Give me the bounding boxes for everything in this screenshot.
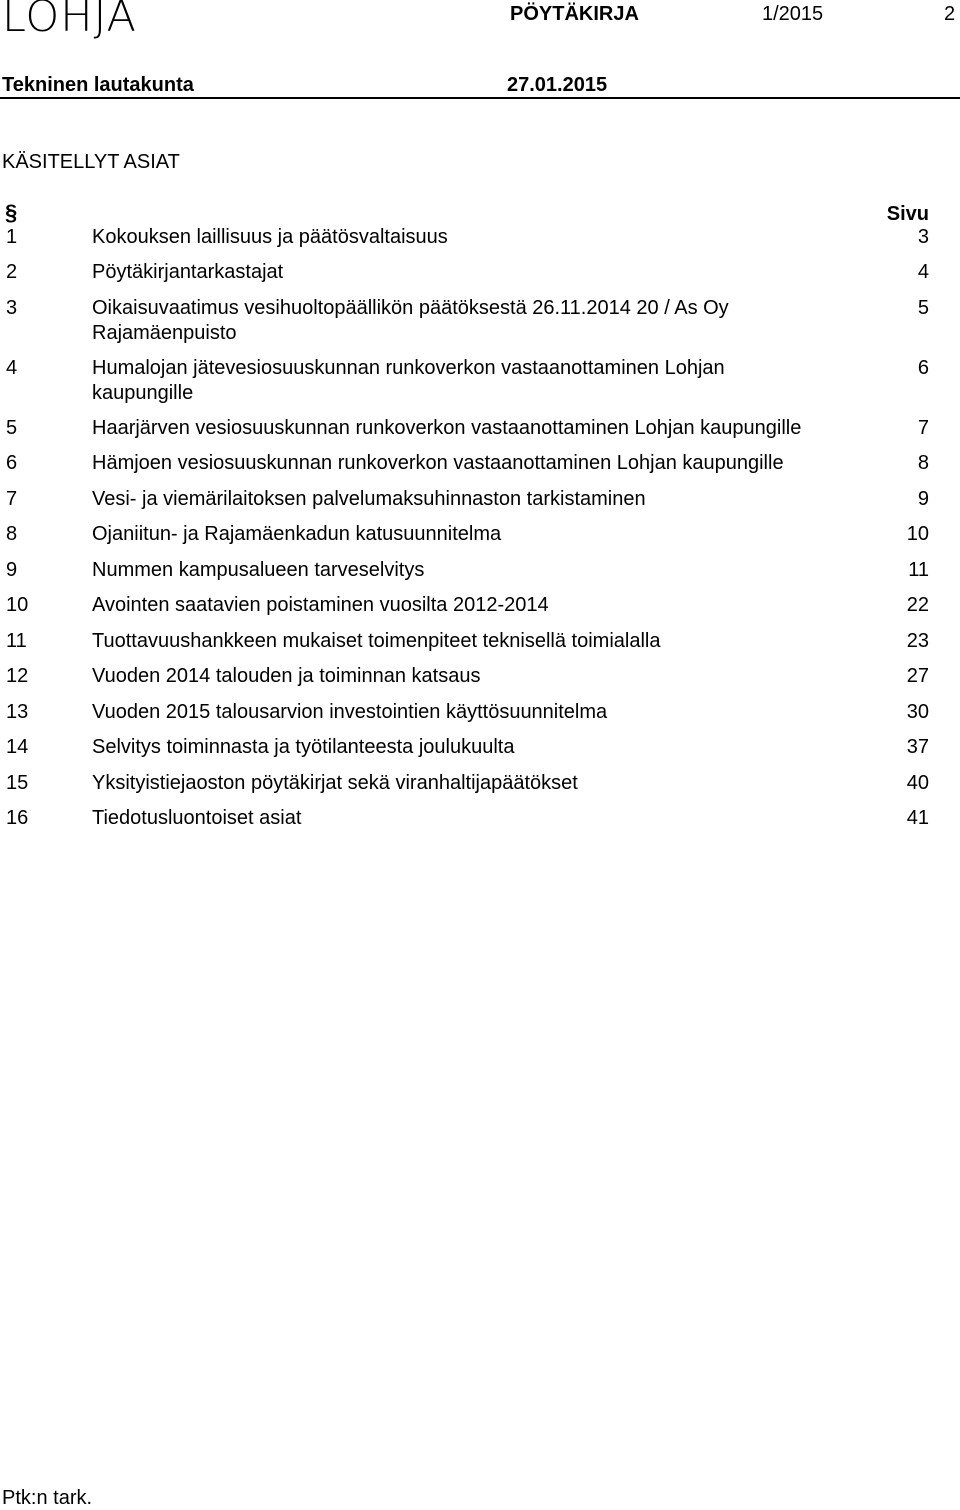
item-number: 7 [6,488,18,510]
item-number: 15 [6,772,29,794]
page-column-header: Sivu [886,203,929,225]
item-page: 7 [917,417,929,439]
lohja-logo: LOHJA [2,0,137,42]
document-number: 1/2015 [762,3,824,25]
item-number: 1 [6,226,18,248]
section-symbol: § [5,200,18,225]
item-title: Kokouksen laillisuus ja päätösvaltaisuus [92,226,448,248]
item-title: Vuoden 2015 talousarvion investointien käyttösuunnitelma [92,701,608,723]
item-title: Oikaisuvaatimus vesihuoltopäällikön päätöksestä 26.11.2014 20 / As Oy Rajamäenpuisto [92,297,729,344]
item-title: Nummen kampusalueen tarveselvitys [92,559,425,581]
item-page: 5 [917,297,929,319]
page-number: 2 [944,3,956,25]
item-number: 10 [6,594,29,616]
item-page: 10 [906,523,929,545]
item-page: 30 [906,701,929,723]
item-page: 11 [908,559,929,581]
item-number: 13 [6,701,29,723]
document-type: PÖYTÄKIRJA [510,3,639,25]
item-title: Tiedotusluontoiset asiat [92,807,302,829]
item-page: 41 [906,807,929,829]
item-number: 8 [6,523,18,545]
item-title: Selvitys toiminnasta ja työtilanteesta joulukuulta [92,736,515,758]
item-page: 37 [906,736,929,758]
item-page: 27 [906,665,929,687]
item-page: 4 [917,261,929,283]
item-number: 5 [6,417,18,439]
item-title: Yksityistiejaoston pöytäkirjat sekä viranhaltijapäätökset [92,772,578,794]
item-number: 12 [6,665,29,687]
item-number: 9 [6,559,18,581]
item-page: 3 [917,226,929,248]
item-title: Vuoden 2014 talouden ja toiminnan katsaus [92,665,481,687]
item-page: 6 [917,357,929,379]
meeting-date: 27.01.2015 [507,74,608,96]
item-title: Humalojan jätevesiosuuskunnan runkoverkon vastaanottaminen Lohjan kaupungille [92,357,725,404]
section-title: KÄSITELLYT ASIAT [2,151,180,173]
item-page: 9 [917,488,929,510]
item-number: 4 [6,357,18,379]
item-title: Tuottavuushankkeen mukaiset toimenpiteet teknisellä toimialalla [92,630,661,652]
item-title: Hämjoen vesiosuuskunnan runkoverkon vastaanottaminen Lohjan kaupungille [92,452,784,474]
item-page: 8 [917,452,929,474]
item-title: Avointen saatavien poistaminen vuosilta 2012-2014 [92,594,549,616]
committee-name: Tekninen lautakunta [2,74,194,96]
item-number: 3 [6,297,18,319]
header-divider [0,97,960,99]
item-number: 2 [6,261,18,283]
item-number: 11 [6,630,27,652]
item-title: Ojaniitun- ja Rajamäenkadun katusuunnitelma [92,523,502,545]
item-title: Vesi- ja viemärilaitoksen palvelumaksuhinnaston tarkistaminen [92,488,646,510]
item-title: Pöytäkirjantarkastajat [92,261,284,283]
item-page: 22 [906,594,929,616]
item-title: Haarjärven vesiosuuskunnan runkoverkon vastaanottaminen Lohjan kaupungille [92,417,802,439]
item-page: 23 [906,630,929,652]
footer-note: Ptk:n tark. [2,1487,93,1509]
item-page: 40 [906,772,929,794]
item-number: 14 [6,736,29,758]
item-number: 6 [6,452,18,474]
item-number: 16 [6,807,29,829]
